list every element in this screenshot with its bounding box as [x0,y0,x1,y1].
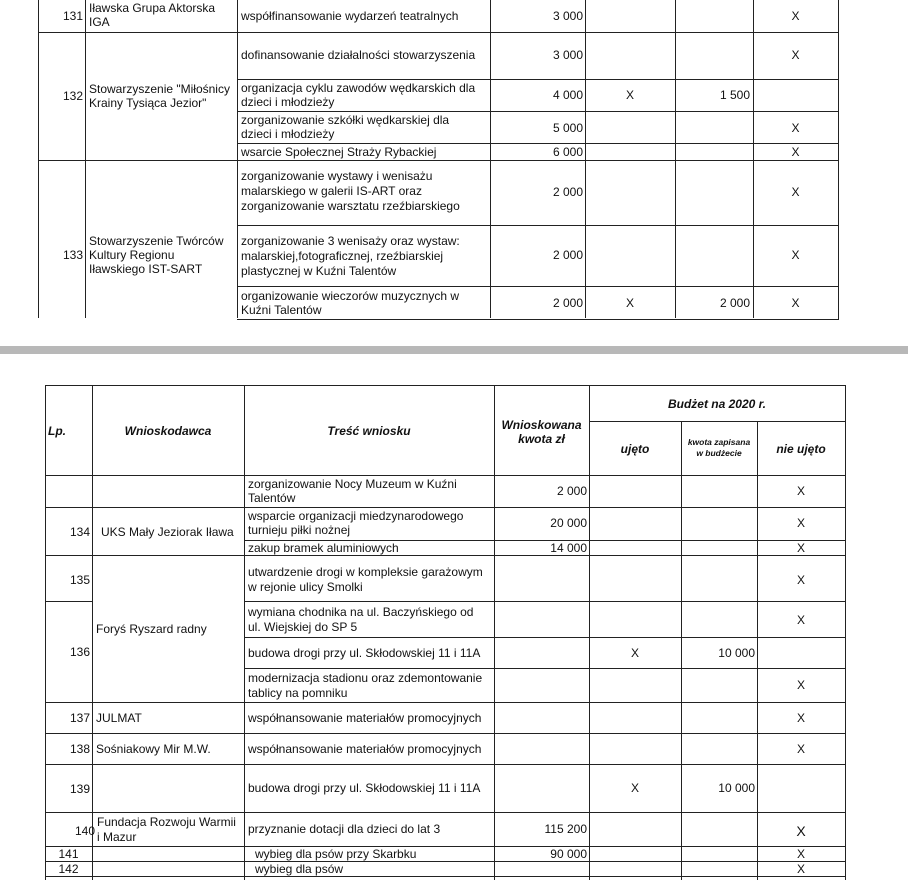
row-133b-description-line3: plastycznej w Kuźni Talentów [241,264,397,278]
header-lp: Lp. [48,424,66,438]
header-budget-amount-line1: kwota zapisana [687,437,751,447]
row-132c-not-included: X [791,121,800,135]
row-131-not-included: X [791,9,800,23]
header-amount-line2: kwota zł [518,432,565,446]
row-134b-not-included: X [796,541,805,555]
row-museum-description-line1: zorganizowanie Nocy Muzeum w Kuźni [248,477,457,491]
row-134-lp: 134 [69,525,90,539]
row-133c-description-line1: organizowanie wieczorów muzycznych w [241,289,460,303]
row-museum-description-line2: Talentów [248,491,296,505]
row-136c-description-line1: modernizacja stadionu oraz zdemontowanie [248,671,483,685]
row-133a-description-line3: zorganizowanie warsztatu rzeźbiarskiego [241,199,460,213]
row-134b-amount: 14 000 [550,541,587,555]
row-131-description: współfinansowanie wydarzeń teatralnych [241,9,459,23]
row-136a-description-line1: wymiana chodnika na ul. Baczyńskiego od [248,605,474,619]
row-133a-description-line1: zorganizowanie wystawy i wenisażu [241,169,433,183]
row-134b-description: zakup bramek aluminiowych [248,541,399,555]
page-separator [0,346,908,354]
row-133b-description-line2: malarskiej,fotograficznej, rzeźbiarskiej [241,249,444,263]
row-132d-amount: 6 000 [552,145,583,159]
row-132a-not-included: X [791,48,800,62]
row-133c-description-line2: Kuźni Talentów [241,303,322,317]
row-141-lp: 141 [58,847,79,861]
row-134a-amount: 20 000 [550,516,587,530]
row-140-lp: 140 [74,824,95,838]
row-133a-description-line2: malarskiego w galerii IS-ART oraz [241,184,422,198]
row-132d-description: wsarcie Społecznej Straży Rybackiej [241,145,437,159]
row-132b-amount: 4 000 [552,88,583,102]
row-132-lp: 132 [62,89,83,103]
row-131-applicant-line2: IGA [89,15,110,29]
row-138-not-included: X [796,742,805,756]
row-131-amount: 3 000 [552,9,583,23]
row-135-lp: 135 [69,573,90,587]
row-137-not-included: X [796,711,805,725]
row-139-included: X [630,781,639,795]
row-138-lp: 138 [69,742,90,756]
row-142-description: wybieg dla psów [255,862,344,876]
header-amount-line1: Wnioskowana [501,418,582,432]
row-135-description-line1: utwardzenie drogi w kompleksie garażowym [248,565,483,579]
row-133b-description-line1: zorganizowanie 3 wenisaży oraz wystaw: [241,234,460,248]
row-133c-not-included: X [791,296,800,310]
row-museum-amount: 2 000 [556,484,587,498]
row-133-applicant-line3: Iławskiego IST-SART [89,262,203,276]
row-137-lp: 137 [69,711,90,725]
row-136-applicant: Foryś Ryszard radny [96,622,207,636]
row-140-not-included: X [796,823,806,839]
row-134-applicant: UKS Mały Jeziorak Iława [101,525,234,539]
row-133-applicant-line1: Stowarzyszenie Twórców [89,234,224,248]
row-133a-amount: 2 000 [552,185,583,199]
row-136c-description-line2: tablicy na pomniku [248,686,348,700]
row-136c-not-included: X [796,678,805,692]
row-131-applicant-line1: Iławska Grupa Aktorska [89,1,216,15]
row-139-lp: 139 [69,782,90,796]
row-141-not-included: X [796,847,805,861]
row-138-description: współnansowanie materiałów promocyjnych [248,742,482,756]
row-136b-description: budowa drogi przy ul. Skłodowskiej 11 i 11A [248,646,481,660]
row-132a-description: dofinansowanie działalności stowarzyszenia [241,48,476,62]
row-131-lp: 131 [62,9,83,23]
row-133b-amount: 2 000 [552,248,583,262]
row-132-applicant-line2: Krainy Tysiąca Jezior" [89,96,207,110]
header-budget: Budżet na 2020 r. [667,397,767,411]
row-132b-description-line2: dzieci i młodzieży [241,95,335,109]
row-133a-not-included: X [791,185,800,199]
header-not-included: nie ujęto [776,442,826,456]
row-141-description: wybieg dla psów przy Skarbku [255,847,417,861]
header-description: Treść wniosku [327,424,411,438]
row-139-budget-amount: 10 000 [718,781,755,795]
row-132c-amount: 5 000 [552,121,583,135]
row-132b-budget-amount: 1 500 [719,88,750,102]
row-136b-included: X [630,646,639,660]
row-133-applicant-line2: Kultury Regionu [89,248,175,262]
row-136a-not-included: X [796,613,805,627]
row-140-applicant-line2: i Mazur [97,830,137,844]
row-133c-amount: 2 000 [552,296,583,310]
row-132c-description-line2: dzieci i młodzieży [241,127,335,141]
row-132a-amount: 3 000 [552,48,583,62]
row-136a-description-line2: ul. Wiejskiej do SP 5 [248,620,358,634]
row-135-description-line2: w rejonie ulicy Smolki [248,580,363,594]
row-134a-description-line2: turnieju piłki nożnej [248,523,351,537]
row-133b-not-included: X [791,248,800,262]
row-132c-description-line1: zorganizowanie szkółki wędkarskiej dla [241,113,450,127]
row-142-not-included: X [796,862,805,876]
row-133c-included: X [625,296,634,310]
row-134a-not-included: X [796,516,805,530]
row-135-not-included: X [796,573,805,587]
row-133c-budget-amount: 2 000 [719,296,750,310]
row-137-description: współnansowanie materiałów promocyjnych [248,711,482,725]
row-142-lp: 142 [58,862,79,876]
header-budget-amount-line2: w budżecie [696,448,742,458]
row-132b-included: X [625,88,634,102]
row-134a-description-line1: wsparcie organizacji miedzynarodowego [248,509,464,523]
row-132b-description-line1: organizacja cyklu zawodów wędkarskich dla [241,81,476,95]
row-140-description: przyznanie dotacji dla dzieci do lat 3 [248,822,441,836]
row-141-amount: 90 000 [550,847,587,861]
row-139-description: budowa drogi przy ul. Skłodowskiej 11 i 11A [248,781,481,795]
row-132-applicant-line1: Stowarzyszenie "Miłośnicy [89,82,230,96]
row-140-amount: 115 200 [544,822,587,836]
row-136-lp: 136 [69,645,90,659]
row-132d-not-included: X [791,145,800,159]
row-140-applicant-line1: Fundacja Rozwoju Warmii [97,815,236,829]
header-applicant: Wnioskodawca [124,424,212,438]
header-included: ujęto [620,442,650,456]
row-137-applicant: JULMAT [96,711,142,725]
row-museum-not-included: X [796,484,805,498]
row-136b-budget-amount: 10 000 [718,646,755,660]
row-138-applicant: Sośniakowy Mir M.W. [96,742,211,756]
row-133-lp: 133 [62,248,83,262]
